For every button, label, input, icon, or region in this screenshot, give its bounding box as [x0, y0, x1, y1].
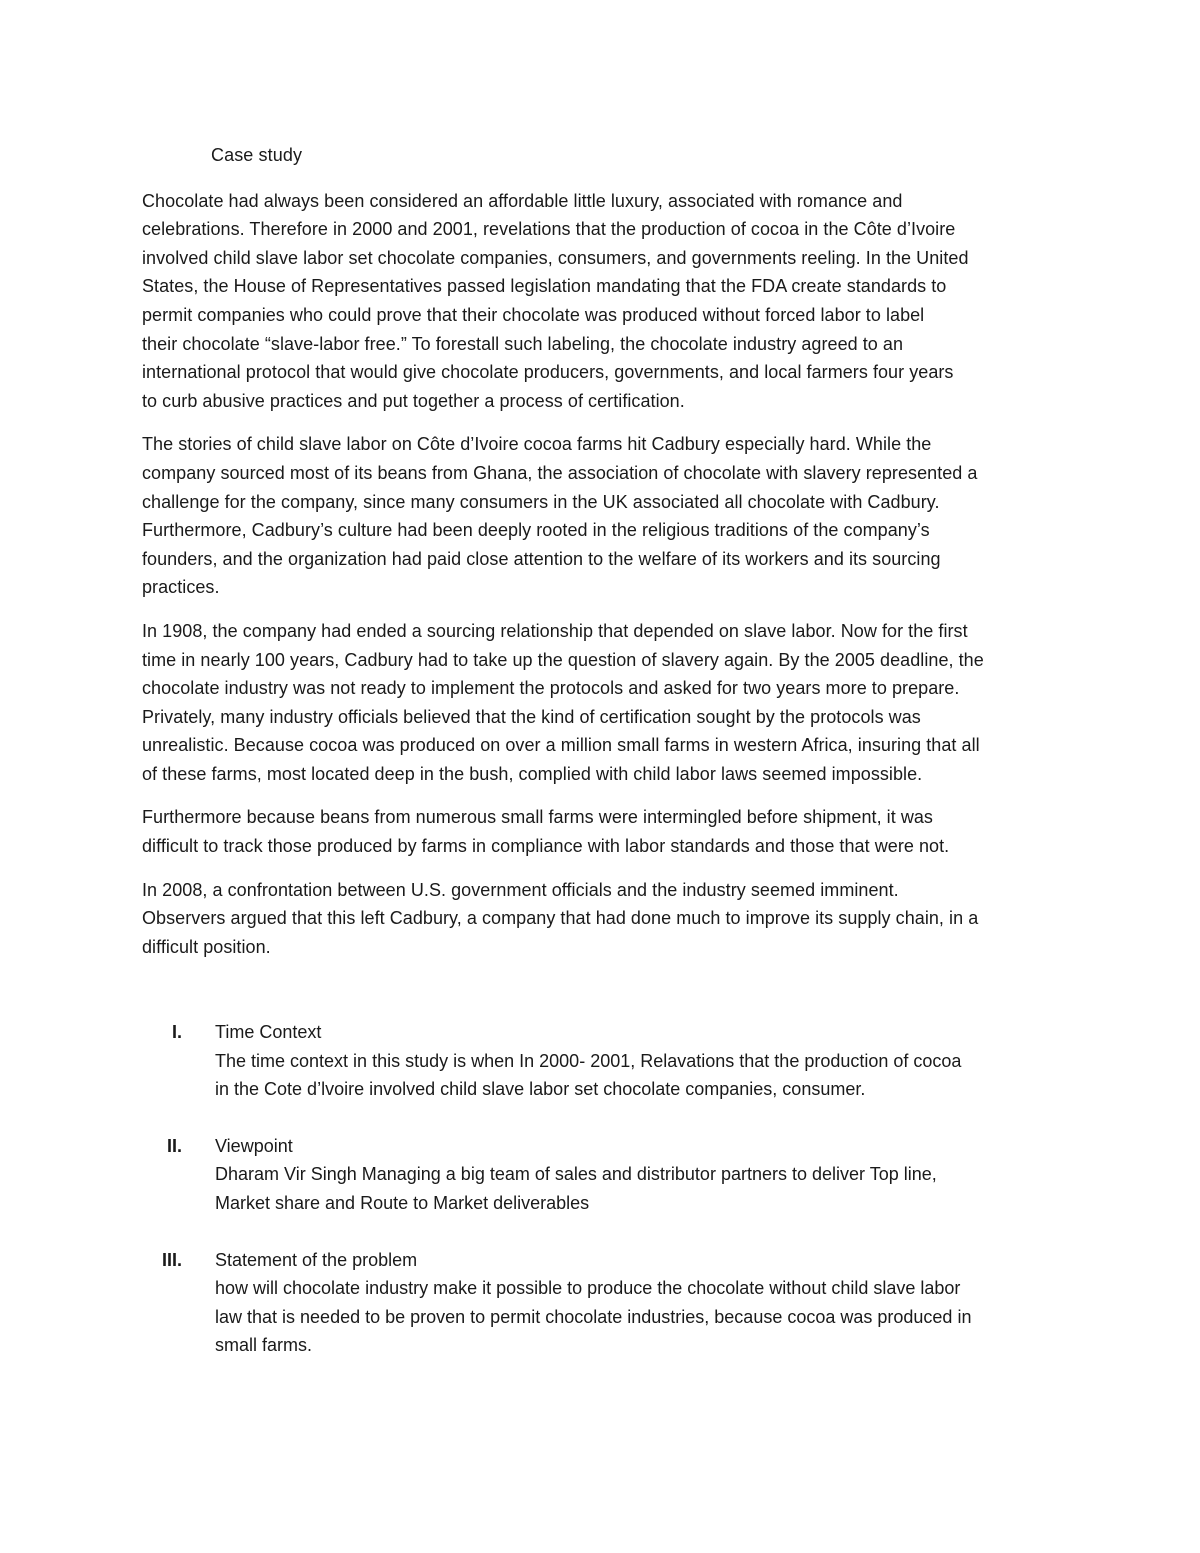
outline-heading: Statement of the problem — [215, 1249, 418, 1270]
outline-item-time-context — [142, 1018, 1062, 1104]
text-line: challenge for the company, since many consumers in the UK associated all chocolate with Cadbury. — [142, 491, 940, 512]
text-line: States, the House of Representatives passed legislation mandating that the FDA create standards to — [142, 276, 947, 297]
text-line: celebrations. Therefore in 2000 and 2001, revelations that the production of cocoa in the Côte d’Ivoire — [142, 219, 956, 240]
text-line: The stories of child slave labor on Côte d’Ivoire cocoa farms hit Cadbury especially hard. While the — [142, 434, 932, 455]
paragraph-cadbury — [142, 430, 1062, 602]
outline-numeral: II. — [166, 1135, 182, 1156]
text-line: difficult position. — [142, 936, 271, 957]
outline-heading: Time Context — [215, 1022, 322, 1042]
text-line: international protocol that would give chocolate producers, governments, and local farmers four years — [142, 362, 954, 383]
text-line: The time context in this study is when In 2000- 2001, Relavations that the production of cocoa — [215, 1050, 962, 1071]
text-line: Dharam Vir Singh Managing a big team of sales and distributor partners to deliver Top line, — [215, 1164, 937, 1185]
document-title: Case study — [211, 145, 303, 165]
text-line: to curb abusive practices and put together a process of certification. — [142, 390, 685, 411]
outline-heading: Viewpoint — [215, 1135, 293, 1156]
text-line: Privately, many industry officials believed that the kind of certification sought by the protocols was — [142, 706, 921, 727]
text-line: In 2008, a confrontation between U.S. government officials and the industry seemed imminent. — [142, 879, 899, 900]
text-line: difficult to track those produced by farms in compliance with labor standards and those that were not. — [142, 836, 950, 857]
text-line: Furthermore because beans from numerous small farms were intermingled before shipment, it was — [142, 807, 933, 828]
text-line: of these farms, most located deep in the bush, complied with child labor laws seemed impossible. — [142, 763, 923, 784]
outline-numeral: III. — [161, 1249, 182, 1270]
text-line: chocolate industry was not ready to implement the protocols and asked for two years more to prepare. — [142, 678, 960, 699]
analysis-outline — [142, 1018, 1062, 1388]
text-line: permit companies who could prove that their chocolate was produced without forced labor to label — [142, 304, 925, 325]
text-line: law that is needed to be proven to permit chocolate industries, because cocoa was produced in — [215, 1306, 972, 1327]
text-line: unrealistic. Because cocoa was produced on over a million small farms in western Africa, insuring that all — [142, 735, 980, 756]
text-line: involved child slave labor set chocolate companies, consumers, and governments reeling. In the United — [142, 247, 969, 268]
paragraph-history — [142, 617, 1062, 789]
text-line: company sourced most of its beans from Ghana, the association of chocolate with slavery represented a — [142, 462, 978, 483]
outline-item-problem-statement — [142, 1246, 1062, 1360]
text-line: Furthermore, Cadbury’s culture had been deeply rooted in the religious traditions of the company’s — [142, 520, 930, 541]
paragraph-intro — [142, 187, 1062, 416]
text-line: Chocolate had always been considered an affordable little luxury, associated with romance and — [142, 190, 903, 211]
text-line: time in nearly 100 years, Cadbury had to take up the question of slavery again. By the 2005 deadline, the — [142, 649, 984, 670]
text-line: in the Cote d’lvoire involved child slave labor set chocolate companies, consumer. — [215, 1079, 866, 1100]
text-line: founders, and the organization had paid close attention to the welfare of its workers and its sourcing — [142, 548, 941, 569]
text-line: Market share and Route to Market deliverables — [215, 1192, 590, 1213]
text-line: how will chocolate industry make it possible to produce the chocolate without child slave labor — [215, 1278, 961, 1299]
outline-numeral: I. — [171, 1022, 182, 1042]
text-line: Observers argued that this left Cadbury, a company that had done much to improve its supply chain, in a — [142, 908, 979, 929]
document-body — [142, 141, 1062, 976]
text-line: small farms. — [215, 1335, 313, 1356]
outline-item-viewpoint — [142, 1132, 1062, 1218]
text-line: their chocolate “slave-labor free.” To forestall such labeling, the chocolate industry agreed to an — [142, 333, 904, 354]
paragraph-shipment — [142, 803, 1062, 860]
text-line: practices. — [142, 577, 220, 598]
paragraph-confrontation — [142, 876, 1062, 962]
text-line: In 1908, the company had ended a sourcing relationship that depended on slave labor. Now for the first — [142, 620, 968, 641]
